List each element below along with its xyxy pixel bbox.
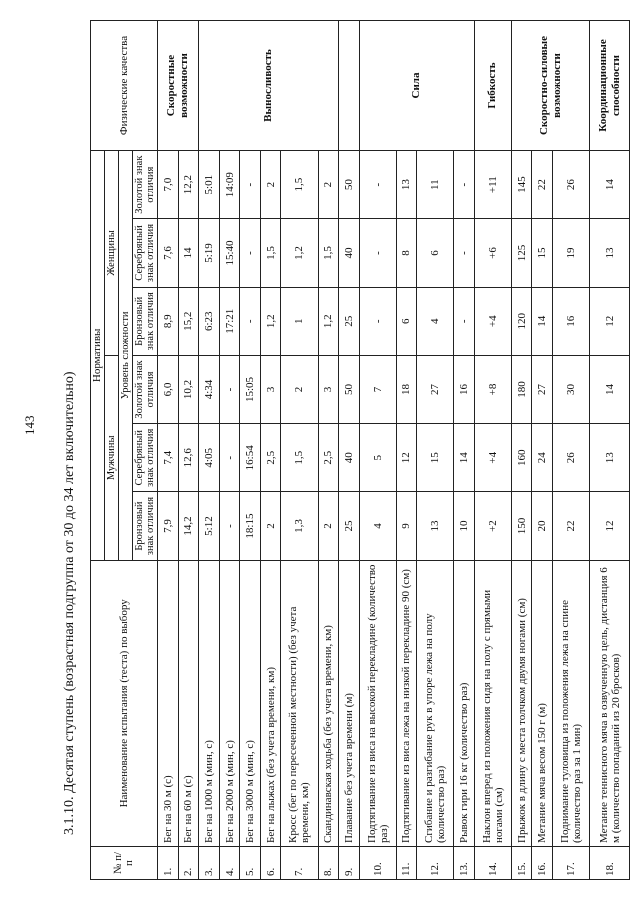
women-value: 40 — [339, 219, 360, 287]
test-name: Бег на 1000 м (мин, с) — [199, 560, 220, 846]
test-name: Поднимание туловища из положения лежа на спине (количество раз за 1 мин) — [553, 560, 590, 846]
table-row — [474, 21, 511, 880]
header-num: № п/п — [91, 846, 158, 879]
women-value: 22 — [532, 151, 553, 219]
men-value: 12,6 — [178, 424, 199, 492]
men-value: 30 — [553, 355, 590, 423]
men-value: - — [219, 355, 240, 423]
men-value: 7,4 — [158, 424, 179, 492]
women-value: - — [240, 151, 261, 219]
women-value: 1,5 — [260, 219, 281, 287]
men-value: 5:12 — [199, 492, 220, 560]
men-value: 12 — [396, 424, 417, 492]
table-row — [339, 21, 360, 880]
test-name: Рывок гири 16 кг (количество раз) — [454, 560, 475, 846]
test-name: Прыжок в длину с места толчком двумя ногами (см) — [511, 560, 532, 846]
women-value: 13 — [396, 151, 417, 219]
women-value: 2 — [318, 151, 339, 219]
men-value: 10,2 — [178, 355, 199, 423]
row-number: 15. — [511, 846, 532, 879]
test-name: Кросс (бег по пересеченной местности) (без учета времени, км) — [281, 560, 318, 846]
test-name: Бег на лыжах (без учета времени, км) — [260, 560, 281, 846]
header-women: Женщины — [105, 151, 119, 356]
header-women-gold: Золотой знак отличия — [133, 151, 158, 219]
women-value: 19 — [553, 219, 590, 287]
normatives-table — [90, 20, 630, 880]
men-value: 2 — [260, 492, 281, 560]
test-name: Бег на 60 м (с) — [178, 560, 199, 846]
men-value: 24 — [532, 424, 553, 492]
row-number: 11. — [396, 846, 417, 879]
test-name: Метание мяча весом 150 г (м) — [532, 560, 553, 846]
table-row — [590, 21, 630, 880]
men-value: 14 — [454, 424, 475, 492]
page-number: 143 — [22, 415, 37, 435]
women-value: 17:21 — [219, 287, 240, 355]
table-row — [359, 21, 396, 880]
header-normatives: Нормативы — [91, 151, 105, 561]
men-value: 2,5 — [260, 424, 281, 492]
header-men: Мужчины — [105, 355, 119, 560]
women-value: 1,2 — [281, 219, 318, 287]
men-value: 13 — [417, 492, 454, 560]
women-value: 5:01 — [199, 151, 220, 219]
header-men-bronze: Бронзовый знак отличия — [133, 492, 158, 560]
men-value: 26 — [553, 424, 590, 492]
header-men-silver: Серебряный знак отличия — [133, 424, 158, 492]
women-value: 14 — [178, 219, 199, 287]
women-value: 15 — [532, 219, 553, 287]
quality-strength: Сила — [359, 21, 474, 151]
test-name: Бег на 3000 м (мин, с) — [240, 560, 261, 846]
men-value: 1,5 — [281, 424, 318, 492]
women-value: 8,9 — [158, 287, 179, 355]
men-value: +2 — [474, 492, 511, 560]
men-value: 4:34 — [199, 355, 220, 423]
men-value: 16 — [454, 355, 475, 423]
women-value: 7,6 — [158, 219, 179, 287]
row-number: 18. — [590, 846, 630, 879]
men-value: 18:15 — [240, 492, 261, 560]
women-value: +4 — [474, 287, 511, 355]
men-value: 150 — [511, 492, 532, 560]
women-value: 125 — [511, 219, 532, 287]
women-value: - — [454, 219, 475, 287]
quality-endurance: Выносливость — [199, 21, 339, 151]
row-number: 4. — [219, 846, 240, 879]
women-value: - — [240, 219, 261, 287]
men-value: 3 — [260, 355, 281, 423]
row-number: 2. — [178, 846, 199, 879]
women-value: 25 — [339, 287, 360, 355]
women-value: 120 — [511, 287, 532, 355]
women-value: 8 — [396, 219, 417, 287]
women-value: 1,5 — [281, 151, 318, 219]
women-value: 2 — [260, 151, 281, 219]
row-number: 12. — [417, 846, 454, 879]
quality-flexibility: Гибкость — [474, 21, 511, 151]
row-number: 16. — [532, 846, 553, 879]
women-value: 15:40 — [219, 219, 240, 287]
women-value: 1,2 — [318, 287, 339, 355]
row-number: 6. — [260, 846, 281, 879]
men-value: 9 — [396, 492, 417, 560]
men-value: 2 — [318, 492, 339, 560]
men-value: 10 — [454, 492, 475, 560]
women-value: - — [240, 287, 261, 355]
men-value: 180 — [511, 355, 532, 423]
women-value: - — [359, 151, 396, 219]
row-number: 5. — [240, 846, 261, 879]
men-value: - — [219, 424, 240, 492]
test-name: Подтягивание из виса лежа на низкой перекладине 90 (см) — [396, 560, 417, 846]
women-value: 11 — [417, 151, 454, 219]
table-body — [158, 21, 630, 880]
men-value: 12 — [590, 492, 630, 560]
men-value: 2,5 — [318, 424, 339, 492]
men-value: 27 — [532, 355, 553, 423]
row-number: 8. — [318, 846, 339, 879]
header-men-gold: Золотой знак отличия — [133, 355, 158, 423]
section-title: 3.1.10. Десятая ступень (возрастная подгруппа от 30 до 34 лет включительно) — [62, 371, 77, 835]
women-value: 13 — [590, 219, 630, 287]
test-name: Бег на 2000 м (мин, с) — [219, 560, 240, 846]
men-value: 15 — [417, 424, 454, 492]
men-value: 3 — [318, 355, 339, 423]
test-name: Скандинавская ходьба (без учета времени, км) — [318, 560, 339, 846]
row-number: 10. — [359, 846, 396, 879]
women-value: 7,0 — [158, 151, 179, 219]
normatives-table-container — [90, 20, 630, 880]
row-number: 3. — [199, 846, 220, 879]
men-value: 2 — [281, 355, 318, 423]
table-row — [511, 21, 532, 880]
men-value: 40 — [339, 424, 360, 492]
test-name: Сгибание и разгибание рук в упоре лежа на полу (количество раз) — [417, 560, 454, 846]
test-name: Наклон вперед из положения сидя на полу с прямыми ногами (см) — [474, 560, 511, 846]
men-value: 15:05 — [240, 355, 261, 423]
women-value: 16 — [553, 287, 590, 355]
header-women-bronze: Бронзовый знак отличия — [133, 287, 158, 355]
men-value: 7,9 — [158, 492, 179, 560]
women-value: 4 — [417, 287, 454, 355]
women-value: 6:23 — [199, 287, 220, 355]
men-value: 4 — [359, 492, 396, 560]
men-value: 160 — [511, 424, 532, 492]
test-name: Плавание без учета времени (м) — [339, 560, 360, 846]
men-value: 14,2 — [178, 492, 199, 560]
row-number: 9. — [339, 846, 360, 879]
women-value: 15,2 — [178, 287, 199, 355]
women-value: - — [454, 151, 475, 219]
women-value: 145 — [511, 151, 532, 219]
men-value: 6,0 — [158, 355, 179, 423]
women-value: 50 — [339, 151, 360, 219]
women-value: +11 — [474, 151, 511, 219]
men-value: 14 — [590, 355, 630, 423]
men-value: 18 — [396, 355, 417, 423]
header-name: Наименование испытания (теста) по выбору — [91, 560, 158, 846]
men-value: 5 — [359, 424, 396, 492]
women-value: 12,2 — [178, 151, 199, 219]
row-number: 14. — [474, 846, 511, 879]
women-value: 1 — [281, 287, 318, 355]
men-value: 1,3 — [281, 492, 318, 560]
women-value: - — [359, 287, 396, 355]
quality-speed: Скоростные возможности — [158, 21, 199, 151]
women-value: 1,2 — [260, 287, 281, 355]
quality-coordination: Координационные способности — [590, 21, 630, 151]
women-value: 6 — [396, 287, 417, 355]
men-value: +4 — [474, 424, 511, 492]
row-number: 13. — [454, 846, 475, 879]
header-women-silver: Серебряный знак отличия — [133, 219, 158, 287]
row-number: 17. — [553, 846, 590, 879]
men-value: 16:54 — [240, 424, 261, 492]
women-value: 14 — [590, 151, 630, 219]
men-value: +8 — [474, 355, 511, 423]
test-name: Бег на 30 м (с) — [158, 560, 179, 846]
men-value: 13 — [590, 424, 630, 492]
women-value: 14 — [532, 287, 553, 355]
quality-empty — [339, 21, 360, 151]
header-difficulty: Уровень сложности — [119, 151, 133, 561]
women-value: 5:19 — [199, 219, 220, 287]
row-number: 1. — [158, 846, 179, 879]
women-value: - — [359, 219, 396, 287]
men-value: 4:05 — [199, 424, 220, 492]
men-value: 50 — [339, 355, 360, 423]
quality-speed-strength: Скоростно-силовые возможности — [511, 21, 589, 151]
women-value: 1,5 — [318, 219, 339, 287]
test-name: Метание теннисного мяча в озвученную цель, дистанция 6 м (количество попаданий из 20 бросков) — [590, 560, 630, 846]
test-name: Подтягивание из виса на высокой перекладине (количество раз) — [359, 560, 396, 846]
women-value: 14:09 — [219, 151, 240, 219]
women-value: - — [454, 287, 475, 355]
women-value: 26 — [553, 151, 590, 219]
row-number: 7. — [281, 846, 318, 879]
women-value: 6 — [417, 219, 454, 287]
men-value: - — [219, 492, 240, 560]
men-value: 25 — [339, 492, 360, 560]
header-qualities: Физические качества — [91, 21, 158, 151]
women-value: +6 — [474, 219, 511, 287]
men-value: 27 — [417, 355, 454, 423]
men-value: 20 — [532, 492, 553, 560]
men-value: 7 — [359, 355, 396, 423]
table-row — [158, 21, 179, 880]
table-row — [199, 21, 220, 880]
women-value: 12 — [590, 287, 630, 355]
men-value: 22 — [553, 492, 590, 560]
